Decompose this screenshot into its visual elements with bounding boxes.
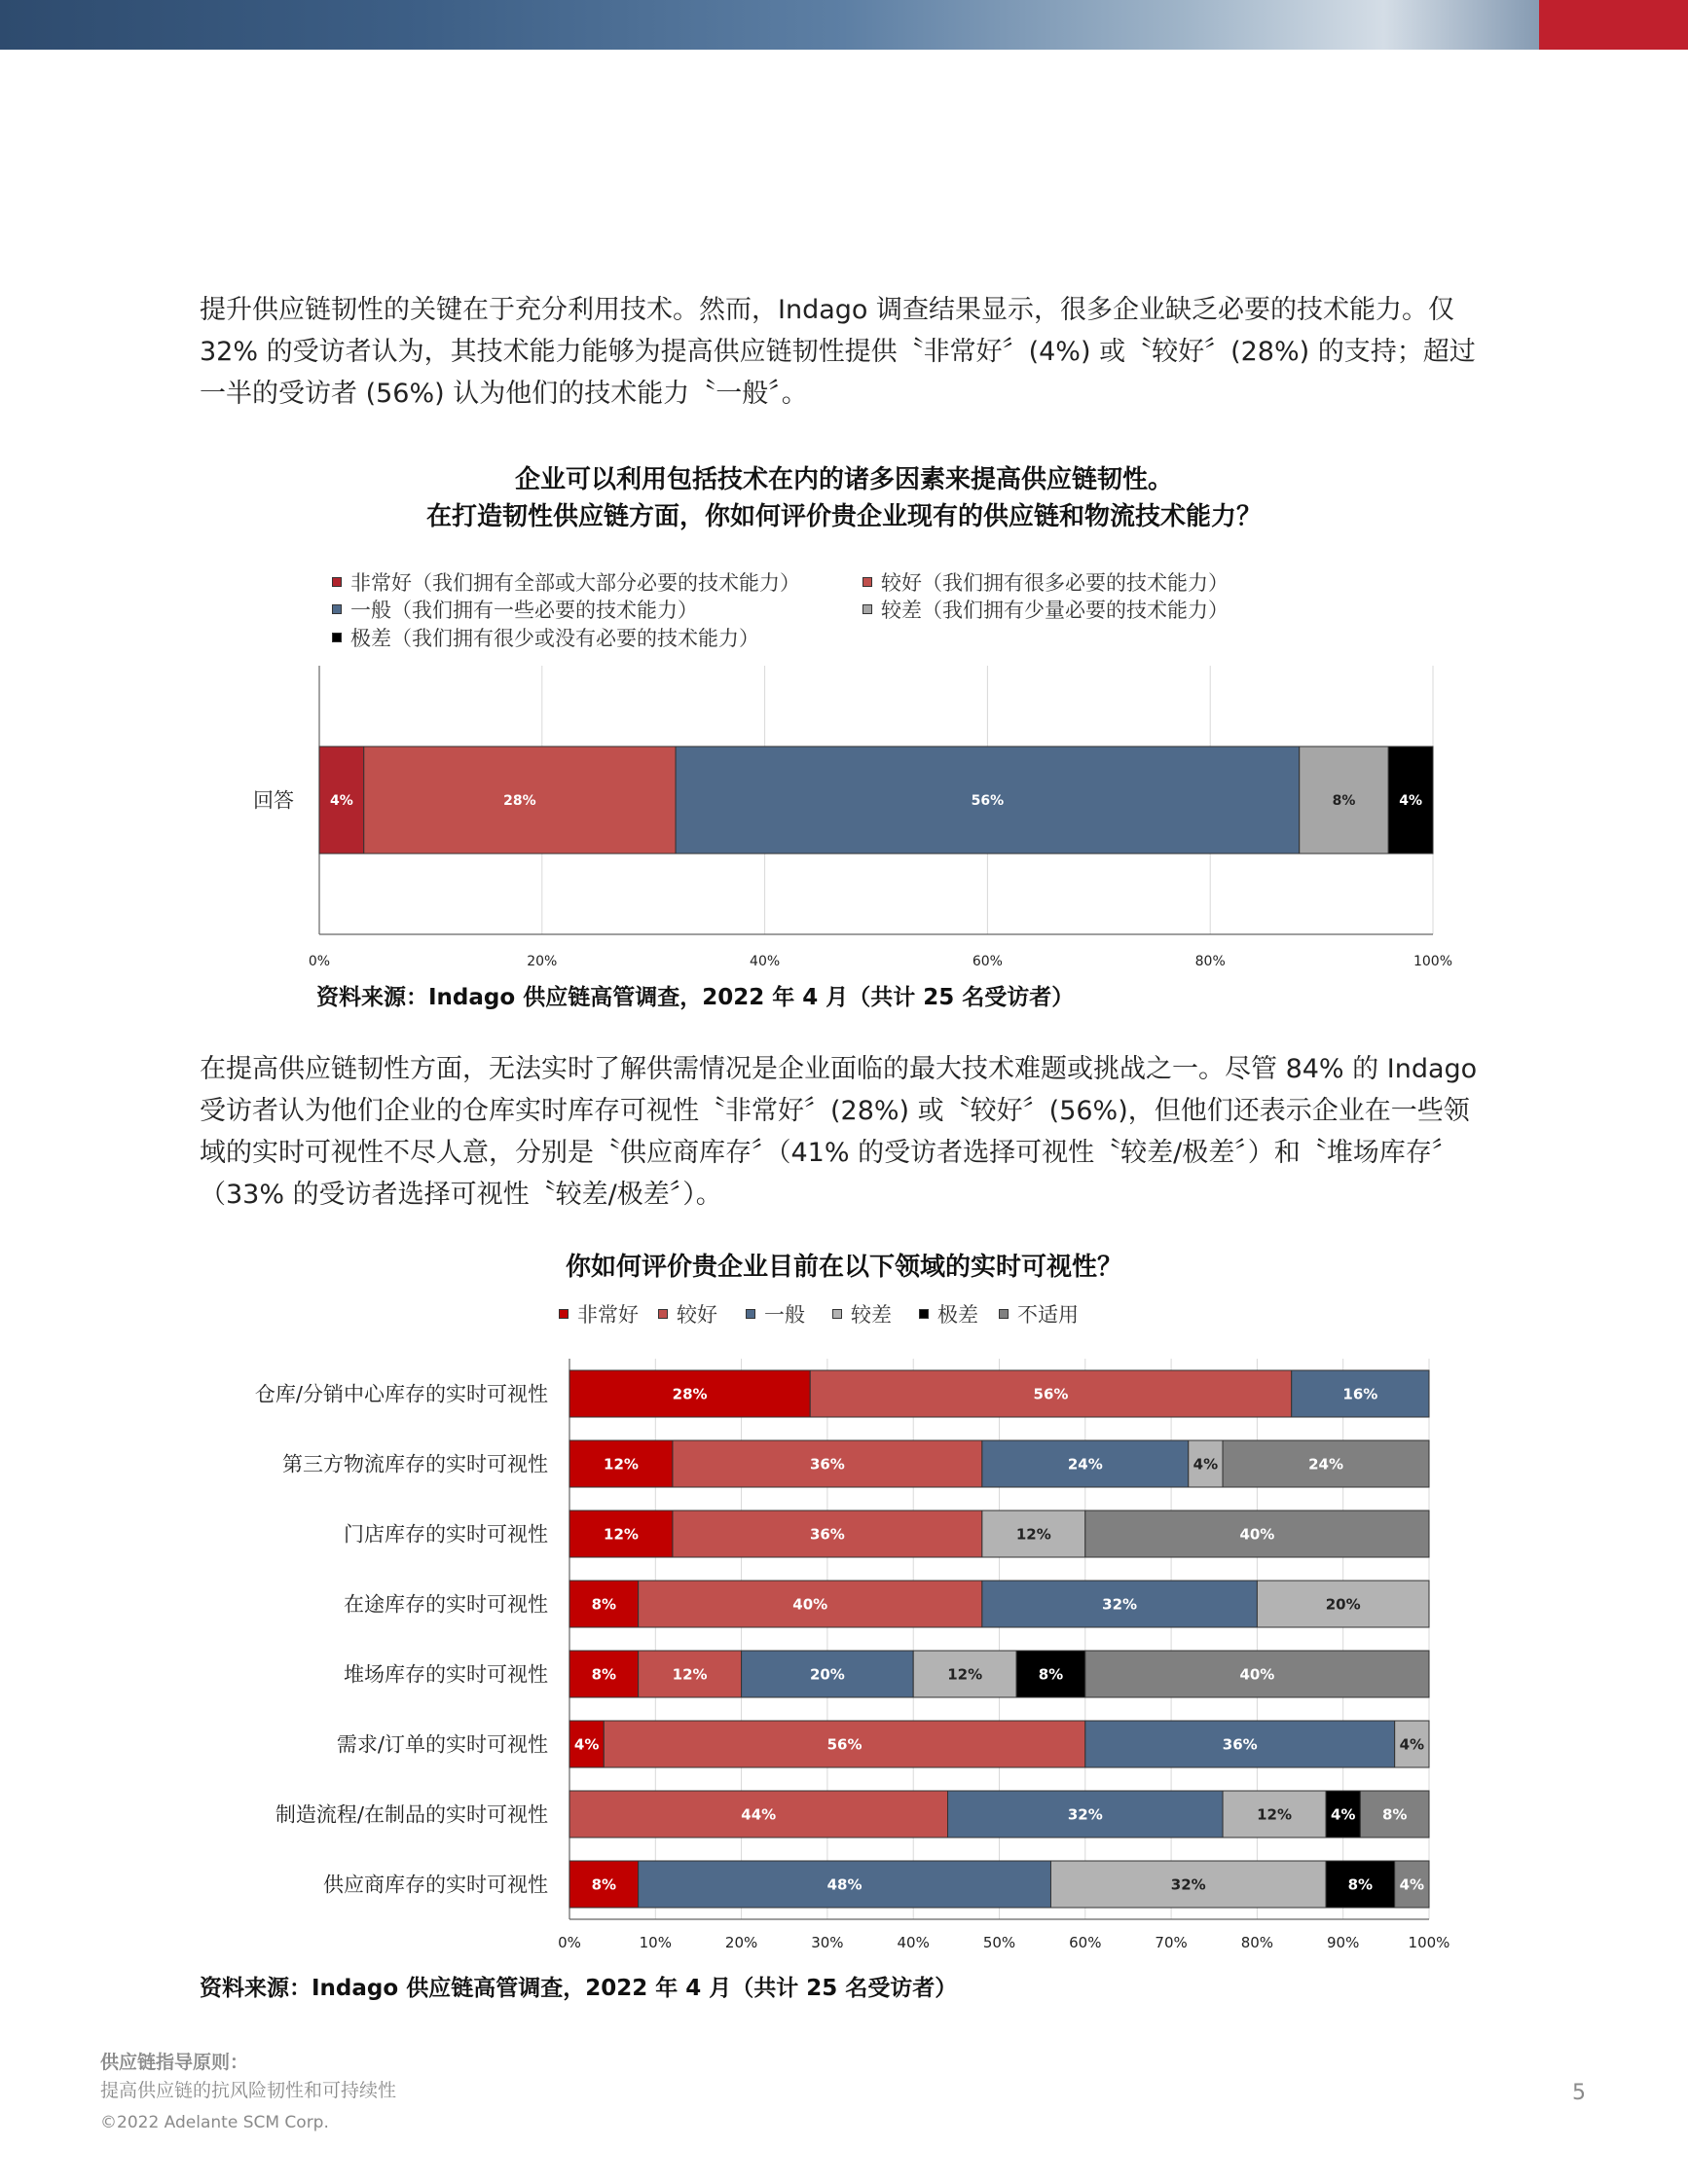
x-tick-label: 40%: [750, 954, 781, 969]
chart2-legend-swatch: [919, 1309, 929, 1319]
chart2-legend-label: 一般: [764, 1303, 805, 1327]
bar-value-label: 28%: [672, 1385, 708, 1403]
chart2-plot: [195, 1338, 1489, 1951]
bar-value-label: 8%: [591, 1665, 617, 1684]
bar-value-label: 36%: [809, 1525, 845, 1544]
chart1-title-line1: 企业可以利用包括技术在内的诸多因素来提高供应链韧性。: [514, 465, 1173, 494]
bar-value-label: 28%: [503, 793, 536, 810]
chart1-legend-label: 极差（我们拥有很少或没有必要的技术能力）: [350, 627, 759, 650]
category-label: 回答: [253, 788, 294, 813]
bar-value-label: 32%: [1170, 1875, 1206, 1894]
bar-value-label: 12%: [947, 1665, 983, 1684]
chart1-legend-item: [862, 570, 1229, 596]
bar-value-label: 4%: [1399, 1875, 1425, 1894]
bar-value-label: 12%: [672, 1665, 708, 1684]
x-tick-label: 90%: [1327, 1934, 1360, 1951]
bar-value-label: 16%: [1342, 1385, 1378, 1403]
intro-paragraph: 提升供应链韧性的关键在于充分利用技术。然而，Indago 调查结果显示，很多企业缺乏必要的技术能力。仅 32% 的受访者认为，其技术能力能够为提高供应链韧性提供〝非常好〞(4%) 或〝较好〞(28%) 的支持；超过一半的受访者 (56%) 认为他们的技术能力〝一般〞。: [200, 295, 1476, 409]
chart2-legend-item: [746, 1302, 805, 1328]
bar-value-label: 20%: [1325, 1595, 1361, 1614]
bar-value-label: 48%: [826, 1875, 862, 1894]
chart2-legend-swatch: [559, 1309, 569, 1319]
chart1-legend-item: [332, 626, 759, 651]
chart2-source: 资料来源：Indago 供应链高管调查，2022 年 4 月（共计 25 名受访者）: [200, 1976, 958, 2001]
bar-value-label: 12%: [1257, 1805, 1293, 1824]
chart2-legend-swatch: [746, 1309, 755, 1319]
chart1-legend-swatch: [332, 577, 342, 587]
chart1-legend-label: 较好（我们拥有很多必要的技术能力）: [881, 571, 1229, 595]
bar-value-label: 4%: [573, 1735, 600, 1754]
bar-value-label: 8%: [1038, 1665, 1064, 1684]
x-tick-label: 0%: [308, 954, 331, 969]
chart2-legend-item: [559, 1302, 639, 1328]
bar-value-label: 36%: [809, 1455, 845, 1474]
category-label: 仓库/分销中心库存的实时可视性: [254, 1382, 548, 1406]
bar-value-label: 4%: [1193, 1455, 1219, 1474]
chart2-legend-label: 不适用: [1017, 1303, 1079, 1327]
category-label: 需求/订单的实时可视性: [336, 1732, 548, 1757]
bar-value-label: 12%: [604, 1455, 639, 1474]
category-label: 门店库存的实时可视性: [344, 1522, 548, 1547]
chart2-legend-item: [999, 1302, 1079, 1328]
bar-value-label: 12%: [604, 1525, 639, 1544]
bar-value-label: 8%: [1347, 1875, 1374, 1894]
chart1-legend-label: 非常好（我们拥有全部或大部分必要的技术能力）: [350, 571, 800, 595]
bar-value-label: 36%: [1222, 1735, 1258, 1754]
bar-value-label: 24%: [1308, 1455, 1343, 1474]
chart2-legend-label: 较差: [851, 1303, 892, 1327]
category-label: 在途库存的实时可视性: [344, 1592, 548, 1617]
bar-value-label: 40%: [1239, 1665, 1275, 1684]
chart2-legend-swatch: [658, 1309, 668, 1319]
x-tick-label: 0%: [558, 1934, 581, 1951]
header-accent-block: [1539, 0, 1688, 50]
footer-title: 供应链指导原则：: [100, 2052, 249, 2073]
chart1-legend-item: [332, 598, 698, 623]
chart1-plot: [214, 652, 1480, 973]
category-label: 制造流程/在制品的实时可视性: [275, 1802, 548, 1827]
x-tick-label: 100%: [1413, 954, 1453, 969]
chart2-legend-label: 非常好: [577, 1303, 639, 1327]
footer-subtitle: 提高供应链的抗风险韧性和可持续性: [100, 2080, 397, 2101]
x-tick-label: 70%: [1155, 1934, 1188, 1951]
header-banner: [0, 0, 1688, 50]
x-tick-label: 20%: [724, 1934, 758, 1951]
x-tick-label: 30%: [811, 1934, 844, 1951]
chart1-legend-swatch: [332, 633, 342, 642]
chart2-legend-item: [832, 1302, 892, 1328]
bar-value-label: 32%: [1102, 1595, 1138, 1614]
x-tick-label: 80%: [1240, 1934, 1274, 1951]
chart1-legend-item: [332, 570, 800, 596]
bar-value-label: 24%: [1067, 1455, 1103, 1474]
bar-value-label: 8%: [591, 1875, 617, 1894]
chart1-legend-swatch: [862, 604, 872, 614]
bar-value-label: 56%: [1033, 1385, 1069, 1403]
bar-value-label: 40%: [1239, 1525, 1275, 1544]
bar-value-label: 8%: [1381, 1805, 1408, 1824]
chart1-legend-item: [862, 598, 1229, 623]
chart2-legend-label: 极差: [937, 1303, 978, 1327]
chart1-title-line2: 在打造韧性供应链方面，你如何评价贵企业现有的供应链和物流技术能力？: [425, 502, 1262, 531]
chart1-legend-swatch: [862, 577, 872, 587]
bar-value-label: 4%: [1399, 793, 1423, 810]
chart1-source: 资料来源：Indago 供应链高管调查，2022 年 4 月（共计 25 名受访者）: [316, 985, 1075, 1010]
category-label: 供应商库存的实时可视性: [323, 1873, 548, 1897]
bar-value-label: 4%: [1399, 1735, 1425, 1754]
x-tick-label: 10%: [639, 1934, 672, 1951]
bar-value-label: 8%: [591, 1595, 617, 1614]
bar-value-label: 8%: [1332, 793, 1356, 810]
bar-value-label: 56%: [971, 793, 1005, 810]
chart2-legend-item: [658, 1302, 717, 1328]
category-label: 第三方物流库存的实时可视性: [282, 1452, 548, 1476]
chart1-legend-label: 较差（我们拥有少量必要的技术能力）: [881, 599, 1229, 622]
x-tick-label: 60%: [972, 954, 1003, 969]
page-number: 5: [1572, 2081, 1586, 2105]
x-tick-label: 80%: [1194, 954, 1226, 969]
bar-value-label: 20%: [809, 1665, 845, 1684]
x-tick-label: 60%: [1069, 1934, 1102, 1951]
visibility-paragraph: 在提高供应链韧性方面，无法实时了解供需情况是企业面临的最大技术难题或挑战之一。尽管 84% 的 Indago 受访者认为他们企业的仓库实时库存可视性〝非常好〞(28%) 或〝较好〞(56%)，但他们还表示企业在一些领域的实时可视性不尽人意，分别是〝供应商库存〞（41% 的受访者选择可视性〝较差/极差〞）和〝堆场库存〞（33% 的受访者选择可视性〝较差/极差〞）。: [200, 1054, 1478, 1210]
chart1-legend-swatch: [332, 604, 342, 614]
bar-value-label: 32%: [1067, 1805, 1103, 1824]
chart2-title: 你如何评价贵企业目前在以下领域的实时可视性？: [565, 1253, 1122, 1282]
chart2-legend-swatch: [999, 1309, 1009, 1319]
chart1-legend-label: 一般（我们拥有一些必要的技术能力）: [350, 599, 698, 622]
bar-value-label: 40%: [792, 1595, 828, 1614]
chart2-legend-swatch: [832, 1309, 842, 1319]
chart1-title: [0, 461, 1688, 535]
bar-value-label: 12%: [1015, 1525, 1051, 1544]
category-label: 堆场库存的实时可视性: [344, 1662, 548, 1687]
chart2-legend-item: [919, 1302, 978, 1328]
x-tick-label: 50%: [982, 1934, 1016, 1951]
chart2-legend-label: 较好: [677, 1303, 717, 1327]
bar-value-label: 4%: [1330, 1805, 1356, 1824]
x-tick-label: 20%: [527, 954, 558, 969]
bar-value-label: 56%: [826, 1735, 862, 1754]
bar-value-label: 4%: [329, 793, 353, 810]
bar-value-label: 44%: [741, 1805, 777, 1824]
x-tick-label: 40%: [897, 1934, 930, 1951]
x-tick-label: 100%: [1408, 1934, 1450, 1951]
footer-copyright: ©2022 Adelante SCM Corp.: [100, 2113, 329, 2132]
